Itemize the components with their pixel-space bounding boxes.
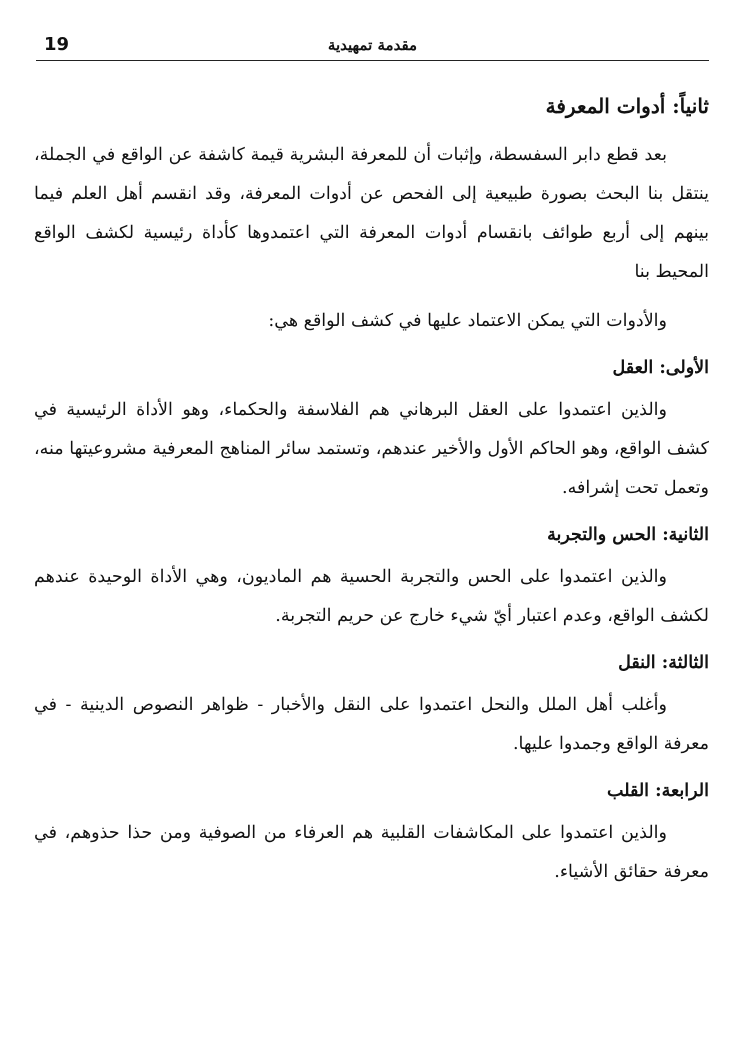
tool-text-reason: والذين اعتمدوا على العقل البرهاني هم الفلاسفة والحكماء، وهو الأداة الرئيسية في كشف الواقع، وهو الحاكم الأول والأخير عندهم، وتستمد سائر المناهج المعرفية مشروعيتها منه، وتعمل تحت إشرافه.: [34, 400, 709, 498]
tool-heading-sense: الثانية: الحس والتجربة: [547, 525, 709, 545]
tool-heading-heart: الرابعة: القلب: [607, 781, 709, 801]
tool-text-sense: والذين اعتمدوا على الحس والتجربة الحسية هم الماديون، وهي الأداة الوحيدة عندهم لكشف الواقع، وعدم اعتبار أيّ شيء خارج عن حريم التجربة.: [34, 567, 709, 626]
tool-text-heart: والذين اعتمدوا على المكاشفات القلبية هم العرفاء من الصوفية ومن حذا حذوهم، في معرفة حقائق الأشياء.: [34, 823, 709, 882]
tool-text-transmission: وأغلب أهل الملل والنحل اعتمدوا على النقل والأخبار - ظواهر النصوص الدينية - في معرفة الواقع وجمدوا عليها.: [34, 695, 709, 754]
tools-lead-paragraph: والأدوات التي يمكن الاعتماد عليها في كشف الواقع هي:: [268, 311, 667, 331]
intro-paragraph: بعد قطع دابر السفسطة، وإثبات أن للمعرفة البشرية قيمة كاشفة عن الواقع في الجملة، ينتقل بنا البحث بصورة طبيعية إلى الفحص عن أدوات المعرفة، وقد انقسم أهل العلم فيما بينهم إلى أربع طوائف بانقسام أدوات المعرفة التي اعتمدوها كأداة رئيسية لكشف الواقع المحيط بنا: [34, 145, 709, 282]
page-header: [36, 26, 709, 61]
tool-heading-transmission: الثالثة: النقل: [618, 653, 709, 673]
page-number: 19: [44, 34, 70, 55]
running-head: مقدمة تمهيدية: [327, 36, 418, 54]
page-body: [34, 88, 709, 902]
section-title: ثانياً: أدوات المعرفة: [545, 94, 709, 118]
tool-heading-reason: الأولى: العقل: [612, 358, 709, 378]
